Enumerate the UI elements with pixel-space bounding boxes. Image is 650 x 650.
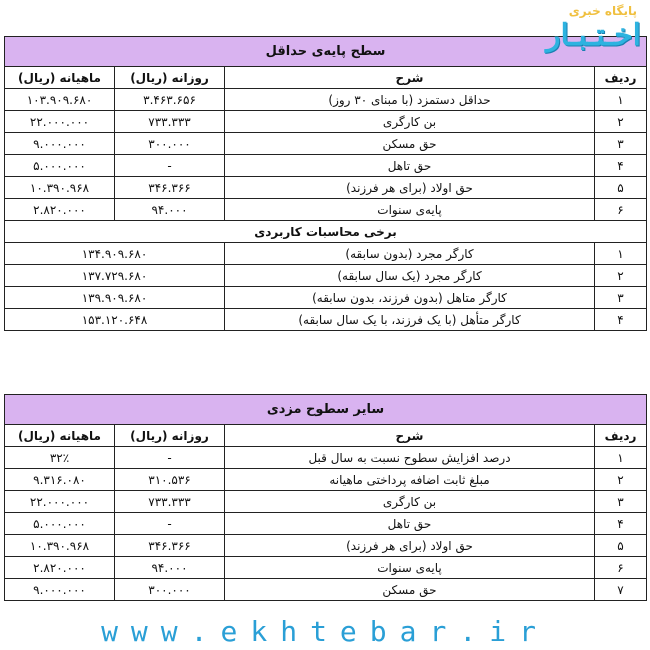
row-daily-value: ۳۴۶.۳۶۶ [115, 177, 225, 199]
logo-tagline: پایگاه خبری [568, 4, 637, 18]
site-logo [535, 2, 645, 64]
row-monthly-value: ۱۰۳.۹۰۹.۶۸۰ [5, 89, 115, 111]
header-row [5, 425, 647, 447]
row-daily-value: - [115, 513, 225, 535]
header-description: شرح [225, 425, 595, 447]
table-title-row [5, 395, 647, 425]
table-row [5, 513, 647, 535]
table-row [5, 491, 647, 513]
row-number: ۴ [595, 309, 647, 331]
table-row [5, 535, 647, 557]
row-number: ۷ [595, 579, 647, 601]
other-wage-levels-table [4, 394, 647, 601]
row-total-value: ۱۳۹.۹۰۹.۶۸۰ [5, 287, 225, 309]
row-number: ۳ [595, 491, 647, 513]
row-number: ۴ [595, 513, 647, 535]
table-row [5, 447, 647, 469]
row-daily-value: ۳۴۶.۳۶۶ [115, 535, 225, 557]
row-number: ۳ [595, 287, 647, 309]
row-daily-value: ۳۰۰.۰۰۰ [115, 133, 225, 155]
row-description: کارگر مجرد (بدون سابقه) [225, 243, 595, 265]
table-row [5, 177, 647, 199]
table-row [5, 89, 647, 111]
header-row-number: ردیف [595, 67, 647, 89]
header-monthly: ماهیانه (ریال) [5, 425, 115, 447]
header-description: شرح [225, 67, 595, 89]
row-number: ۵ [595, 535, 647, 557]
row-number: ۶ [595, 557, 647, 579]
row-description: پایه‌ی سنوات [225, 557, 595, 579]
row-number: ۳ [595, 133, 647, 155]
table-row [5, 155, 647, 177]
row-daily-value: ۷۳۳.۳۳۳ [115, 491, 225, 513]
table-row [5, 469, 647, 491]
row-monthly-value: ۹.۰۰۰.۰۰۰ [5, 133, 115, 155]
row-monthly-value: ۲۲.۰۰۰.۰۰۰ [5, 491, 115, 513]
row-monthly-value: ۲۲.۰۰۰.۰۰۰ [5, 111, 115, 133]
row-daily-value: ۳.۴۶۳.۶۵۶ [115, 89, 225, 111]
header-row-number: ردیف [595, 425, 647, 447]
calc-subtitle: برخی محاسبات کاربردی [5, 221, 647, 243]
row-description: حق اولاد (برای هر فرزند) [225, 177, 595, 199]
row-daily-value: - [115, 155, 225, 177]
row-description: کارگر متاهل (بدون فرزند، بدون سابقه) [225, 287, 595, 309]
table-title: سطح پایه‌ی حداقل [5, 37, 647, 67]
table-row [5, 199, 647, 221]
row-monthly-value: ۲.۸۲۰.۰۰۰ [5, 557, 115, 579]
row-description: حداقل دستمزد (با مبنای ۳۰ روز) [225, 89, 595, 111]
row-total-value: ۱۳۷.۷۲۹.۶۸۰ [5, 265, 225, 287]
row-description: حق اولاد (برای هر فرزند) [225, 535, 595, 557]
row-description: حق مسکن [225, 579, 595, 601]
table-row [5, 133, 647, 155]
row-daily-value: ۹۴.۰۰۰ [115, 199, 225, 221]
table-row [5, 557, 647, 579]
row-number: ۲ [595, 111, 647, 133]
row-monthly-value: ۱۰.۳۹۰.۹۶۸ [5, 535, 115, 557]
row-number: ۱ [595, 447, 647, 469]
calc-row [5, 309, 647, 331]
row-description: حق تاهل [225, 155, 595, 177]
row-daily-value: ۳۱۰.۵۳۶ [115, 469, 225, 491]
row-description: حق مسکن [225, 133, 595, 155]
table-row [5, 111, 647, 133]
row-description: درصد افزایش سطوح نسبت به سال قبل [225, 447, 595, 469]
site-url[interactable]: www.ekhtebar.ir [101, 615, 549, 648]
row-description: مبلغ ثابت اضافه پرداختی ماهیانه [225, 469, 595, 491]
row-number: ۴ [595, 155, 647, 177]
table-row [5, 579, 647, 601]
row-monthly-value: ۳۲٪ [5, 447, 115, 469]
row-description: بن کارگری [225, 491, 595, 513]
logo-wordmark: اخـتـبـار [546, 18, 641, 53]
calc-row [5, 243, 647, 265]
row-description: کارگر متأهل (با یک فرزند، با یک سال سابقه) [225, 309, 595, 331]
row-daily-value: - [115, 447, 225, 469]
header-row [5, 67, 647, 89]
row-number: ۵ [595, 177, 647, 199]
table-title: سایر سطوح مزدی [5, 395, 647, 425]
row-total-value: ۱۵۳.۱۲۰.۶۴۸ [5, 309, 225, 331]
row-monthly-value: ۵.۰۰۰.۰۰۰ [5, 513, 115, 535]
subtitle-row [5, 221, 647, 243]
row-daily-value: ۹۴.۰۰۰ [115, 557, 225, 579]
row-daily-value: ۳۰۰.۰۰۰ [115, 579, 225, 601]
row-number: ۲ [595, 469, 647, 491]
row-monthly-value: ۲.۸۲۰.۰۰۰ [5, 199, 115, 221]
row-total-value: ۱۳۴.۹۰۹.۶۸۰ [5, 243, 225, 265]
row-description: کارگر مجرد (یک سال سابقه) [225, 265, 595, 287]
row-number: ۱ [595, 89, 647, 111]
row-monthly-value: ۵.۰۰۰.۰۰۰ [5, 155, 115, 177]
row-description: پایه‌ی سنوات [225, 199, 595, 221]
header-monthly: ماهیانه (ریال) [5, 67, 115, 89]
header-daily: روزانه (ریال) [115, 425, 225, 447]
minimum-wage-table [4, 36, 647, 331]
row-monthly-value: ۹.۰۰۰.۰۰۰ [5, 579, 115, 601]
row-number: ۱ [595, 243, 647, 265]
row-daily-value: ۷۳۳.۳۳۳ [115, 111, 225, 133]
row-description: بن کارگری [225, 111, 595, 133]
row-number: ۲ [595, 265, 647, 287]
calc-row [5, 265, 647, 287]
row-monthly-value: ۹.۳۱۶.۰۸۰ [5, 469, 115, 491]
row-number: ۶ [595, 199, 647, 221]
header-daily: روزانه (ریال) [115, 67, 225, 89]
row-monthly-value: ۱۰.۳۹۰.۹۶۸ [5, 177, 115, 199]
row-description: حق تاهل [225, 513, 595, 535]
calc-row [5, 287, 647, 309]
